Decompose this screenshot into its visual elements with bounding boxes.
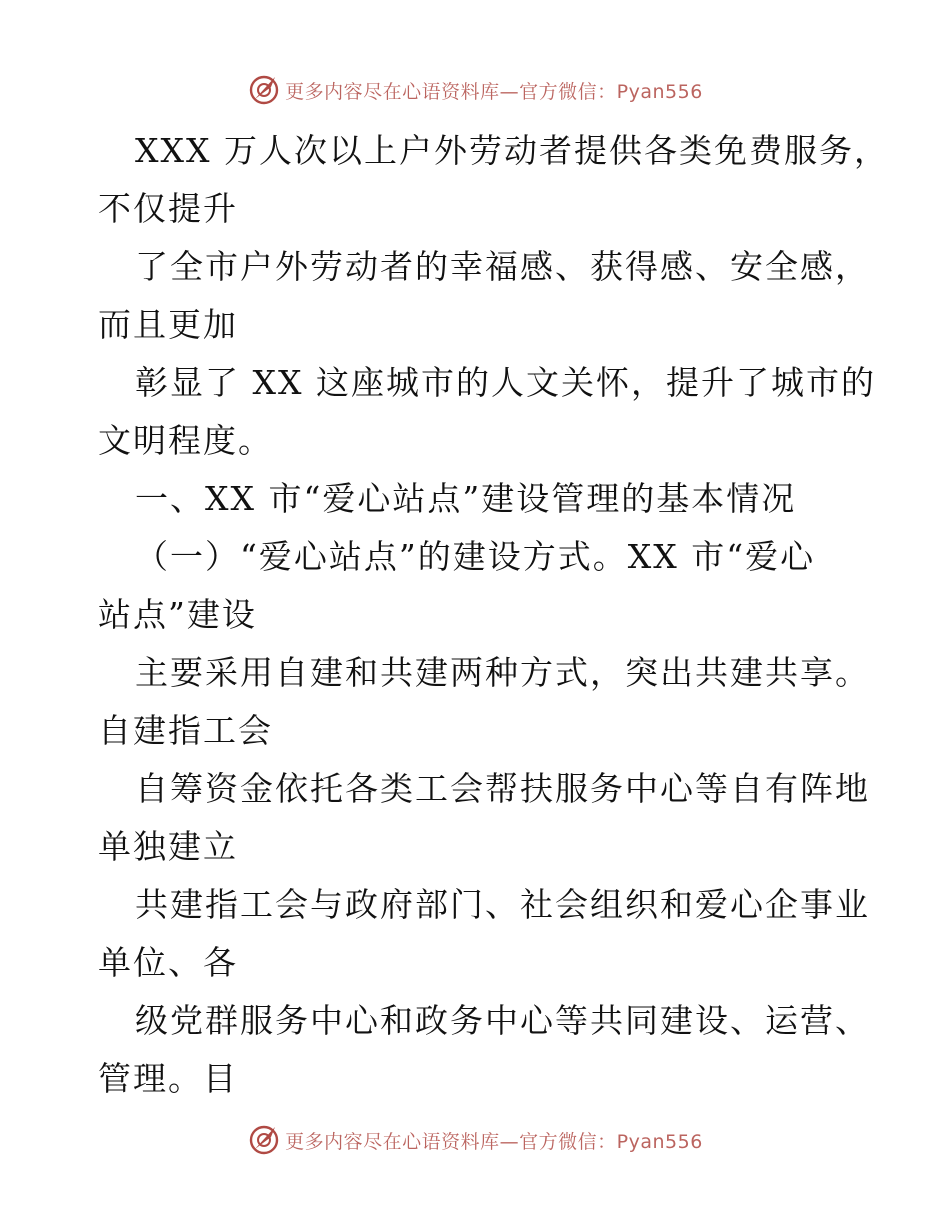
text-line: 自建指工会 — [98, 711, 273, 750]
text-line: 自筹资金依托各类工会帮扶服务中心等自有阵地 — [135, 769, 870, 808]
text-line: 了全市户外劳动者的幸福感、获得感、安全感， — [135, 247, 870, 286]
quill-logo-icon — [247, 73, 281, 107]
subsection-heading: （一）“爱心站点”的建设方式。XX 市“爱心 — [135, 537, 816, 576]
text-line: 不仅提升 — [98, 189, 238, 228]
quill-logo-icon — [247, 1123, 281, 1157]
text-line: 管理。目 — [98, 1059, 238, 1098]
text-line: 单独建立 — [98, 827, 238, 866]
text-line: 单位、各 — [98, 943, 238, 982]
text-line: 主要采用自建和共建两种方式，突出共建共享。 — [135, 653, 870, 692]
watermark-footer — [0, 1120, 950, 1160]
text-line: 而且更加 — [98, 305, 238, 344]
watermark-header — [0, 70, 950, 110]
watermark-text: 更多内容尽在心语资料库—官方微信：Pyan556 — [285, 1130, 703, 1153]
document-body — [98, 122, 889, 1108]
text-line: 级党群服务中心和政务中心等共同建设、运营、 — [135, 1001, 870, 1040]
text-line: 彰显了 XX 这座城市的人文关怀，提升了城市的 — [135, 363, 876, 402]
text-line: 共建指工会与政府部门、社会组织和爱心企事业 — [135, 885, 870, 924]
watermark-text: 更多内容尽在心语资料库—官方微信：Pyan556 — [285, 80, 703, 103]
text-line: 站点”建设 — [98, 595, 257, 634]
text-line: 文明程度。 — [98, 421, 273, 460]
section-heading: 一、XX 市“爱心站点”建设管理的基本情况 — [135, 479, 797, 518]
text-line: XXX 万人次以上户外劳动者提供各类免费服务， — [135, 131, 889, 170]
